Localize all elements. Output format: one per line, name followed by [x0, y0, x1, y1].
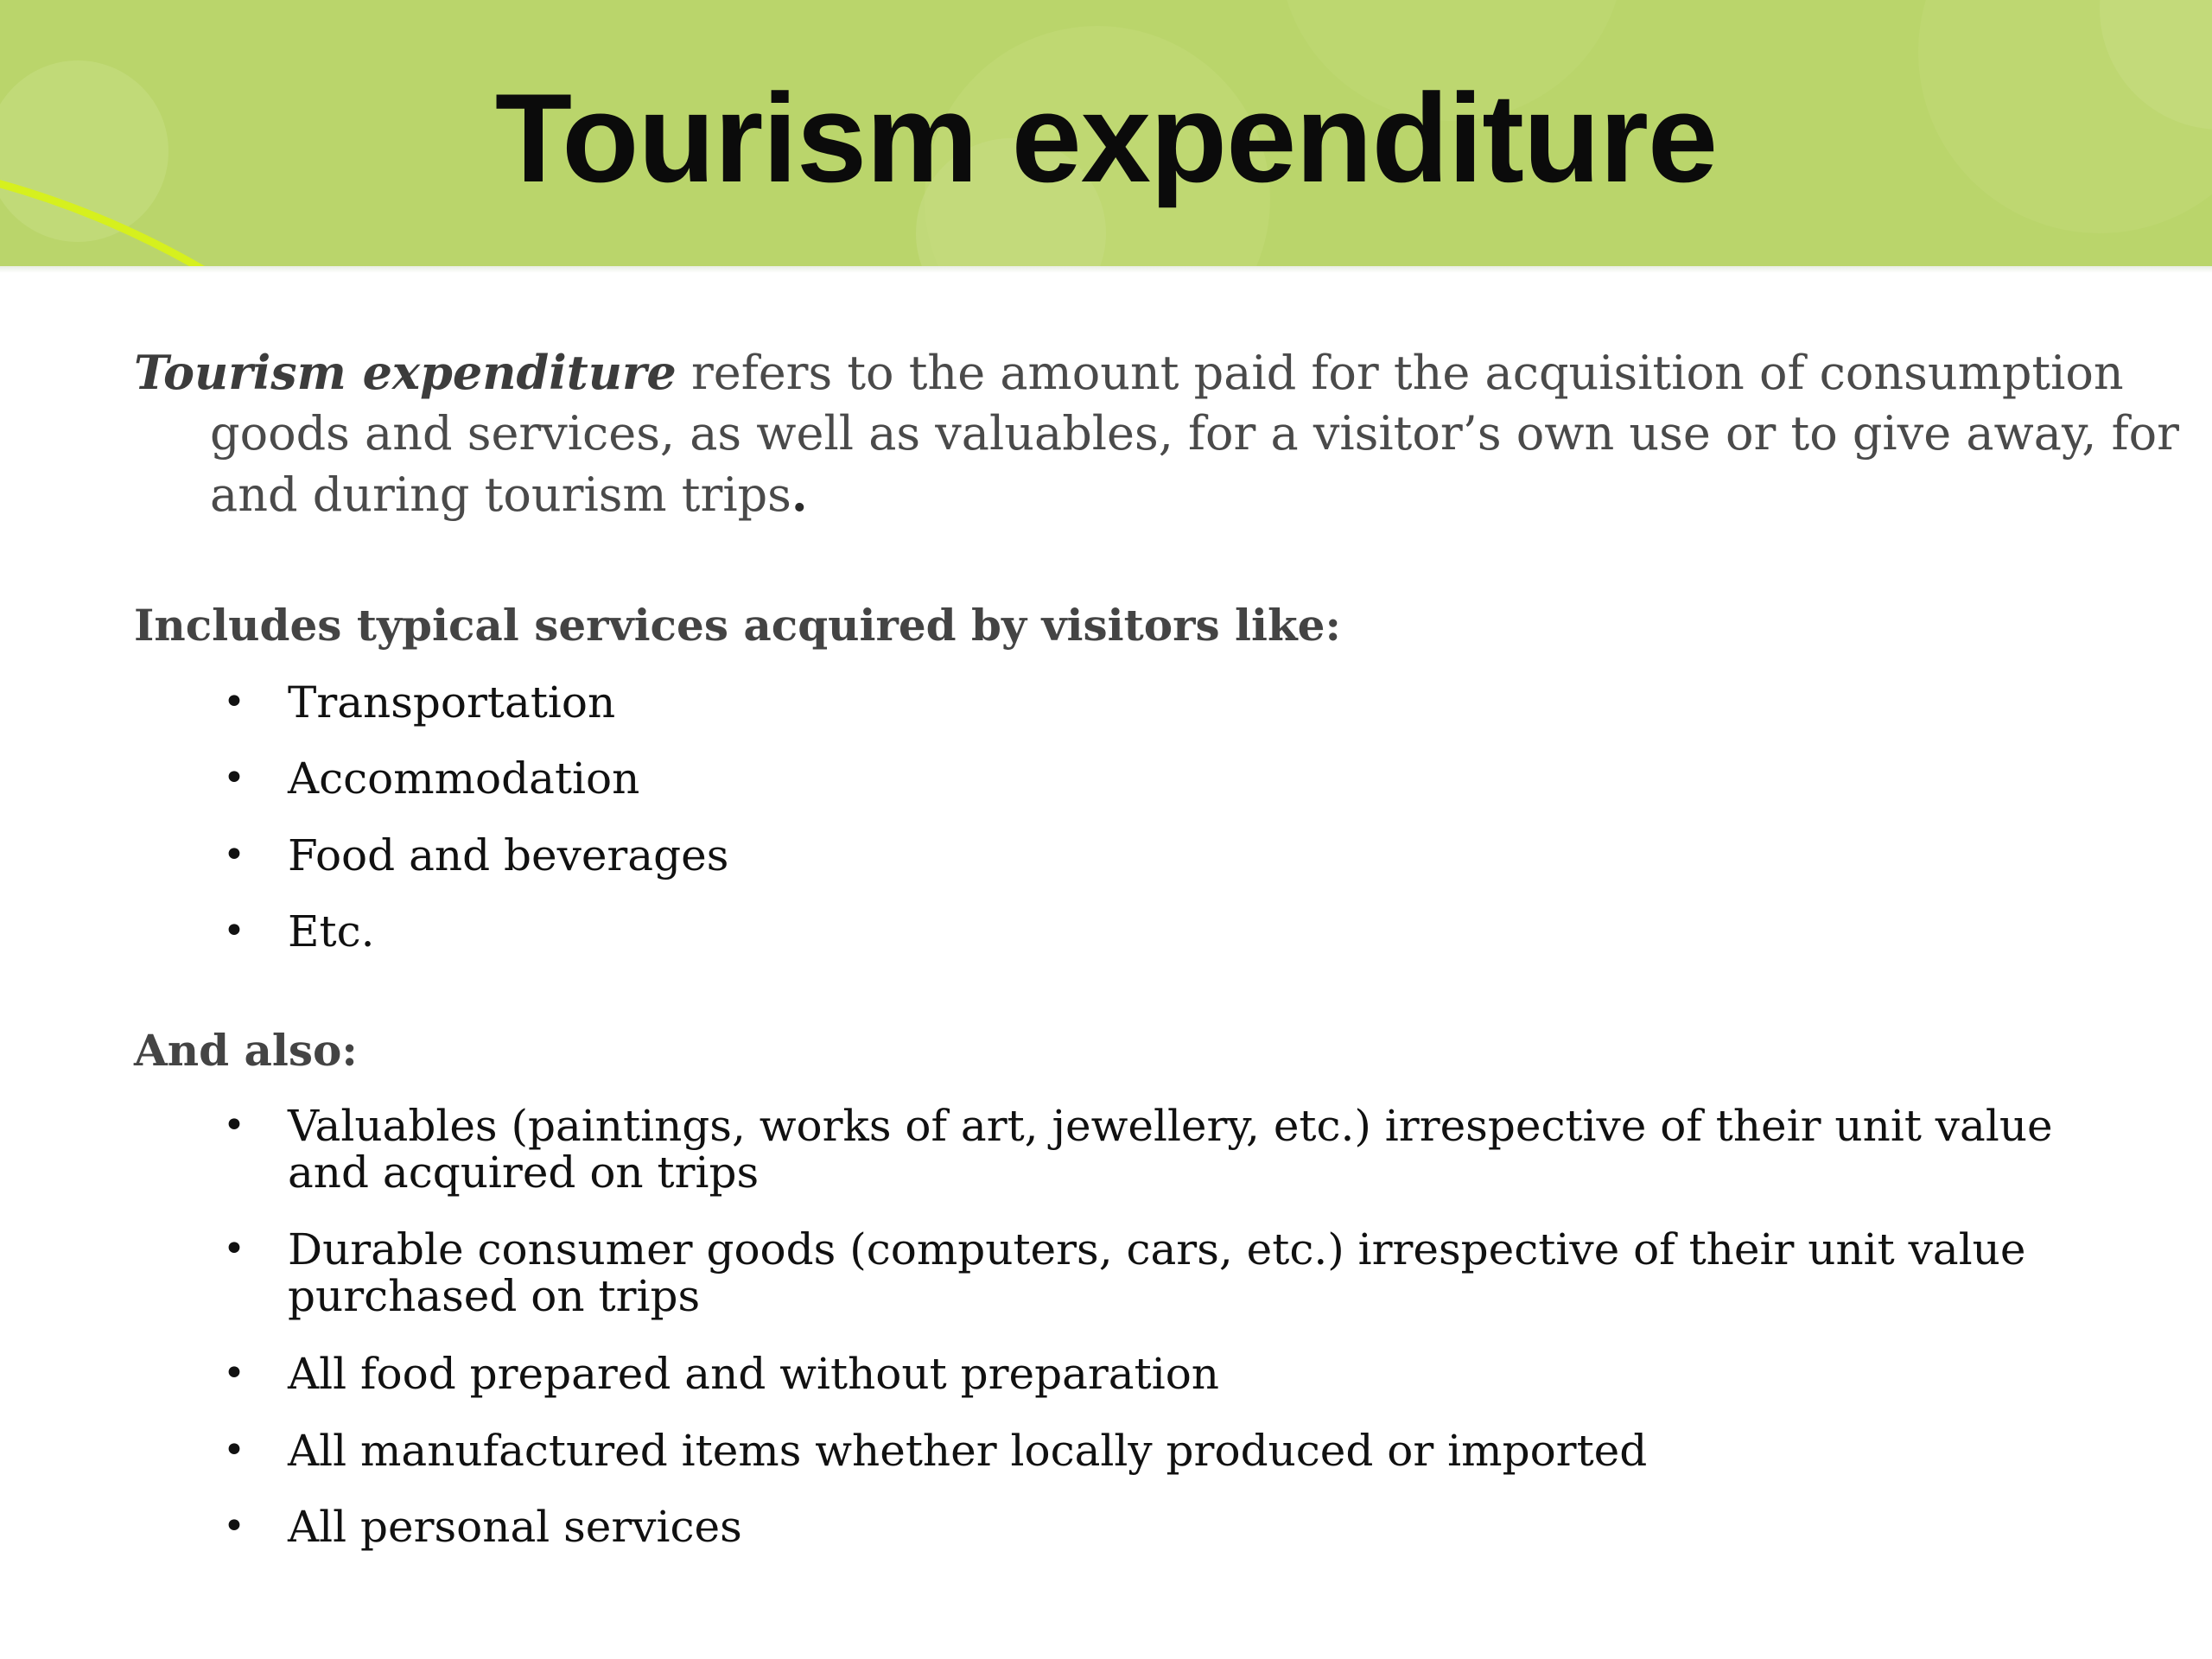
bullet-icon: •: [223, 756, 245, 800]
header-shadow: [0, 266, 2212, 273]
definition-paragraph: [134, 342, 2197, 525]
definition-text: refers to the amount paid for the acquisition of consumption goods and services, as well as valuables, for a visitor’s own use or to give away, for and during tourism trips: [210, 346, 2179, 522]
list-item-text: Transportation: [288, 677, 616, 728]
also-heading: And also:: [134, 1025, 358, 1076]
bullet-icon: •: [223, 1428, 245, 1472]
bullet-icon: •: [223, 1103, 245, 1147]
bullet-icon: •: [223, 833, 245, 877]
list-item-text: All manufactured items whether locally produced or imported: [288, 1426, 1648, 1476]
definition-period: .: [791, 467, 808, 522]
list-item-text: All food prepared and without preparation: [288, 1349, 1220, 1399]
header-band: [0, 0, 2212, 266]
list-item-text: Durable consumer goods (computers, cars, etc.) irrespective of their unit value purchased on trips: [288, 1224, 2026, 1321]
definition-term: Tourism expenditure: [134, 345, 677, 400]
includes-heading: Includes typical services acquired by visitors like:: [134, 600, 1341, 651]
bullet-icon: •: [223, 1351, 245, 1395]
bullet-icon: •: [223, 909, 245, 953]
list-item-text: Accommodation: [288, 753, 640, 804]
slide-title: Tourism expenditure: [494, 67, 1718, 208]
bullet-icon: •: [223, 1504, 245, 1548]
list-item-text: Food and beverages: [288, 830, 729, 880]
list-item-text: Valuables (paintings, works of art, jewellery, etc.) irrespective of their unit value and acquired on trips: [288, 1101, 2053, 1198]
bullet-icon: •: [223, 1227, 245, 1271]
list-item-text: All personal services: [288, 1502, 742, 1552]
bullet-icon: •: [223, 680, 245, 724]
list-item-text: Etc.: [288, 906, 375, 957]
